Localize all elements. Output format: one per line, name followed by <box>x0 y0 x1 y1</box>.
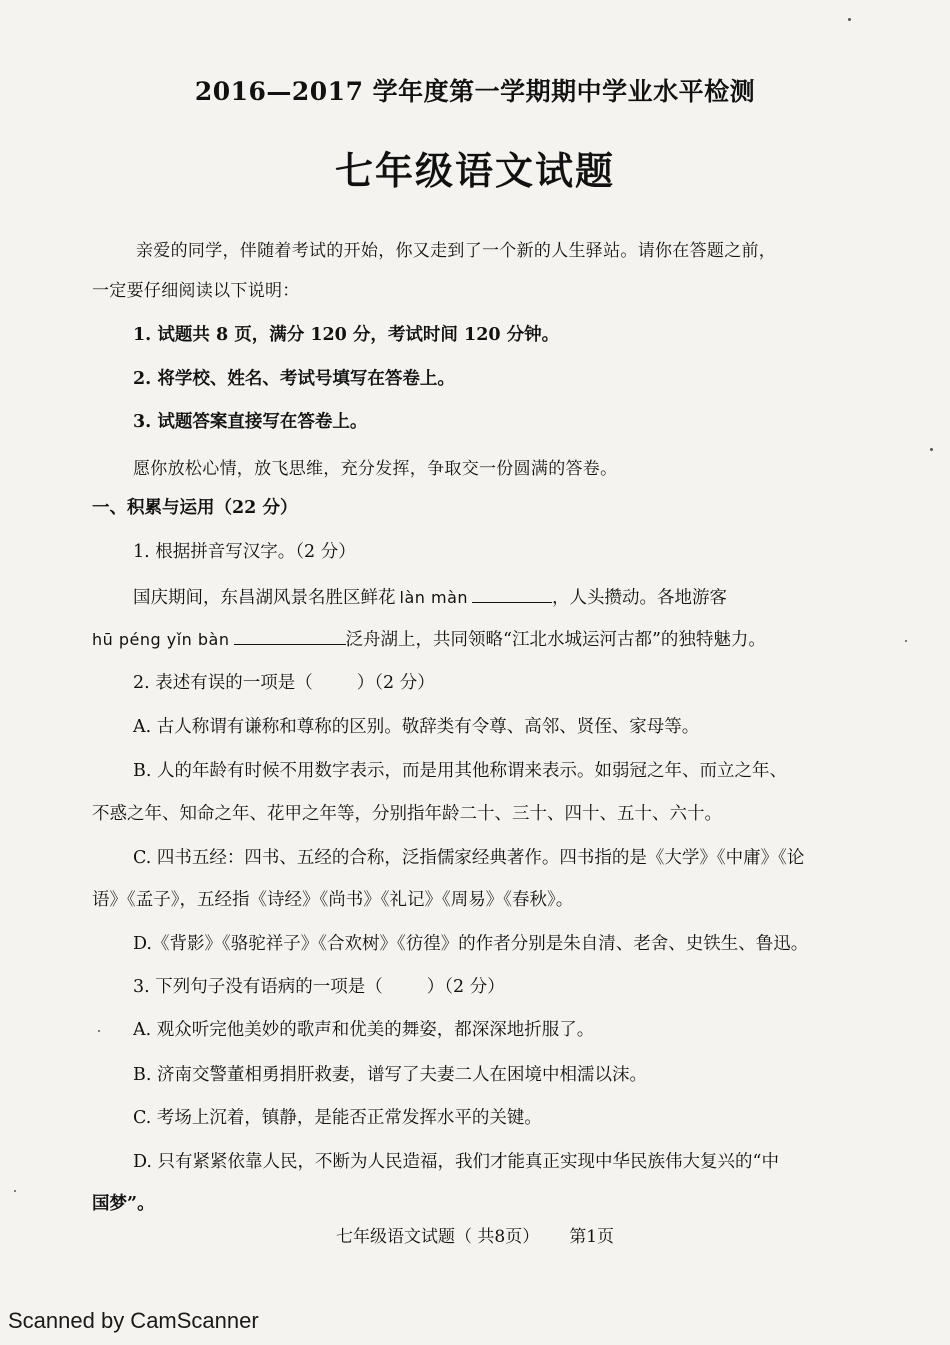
scan-speck <box>14 1190 16 1192</box>
question-1-line-2 <box>92 626 766 651</box>
intro-line-1: 亲爱的同学，伴随着考试的开始，你又走到了一个新的人生驿站。请你在答题之前， <box>136 241 777 261</box>
rule-item: 1. 试题共 8 页，满分 120 分，考试时间 120 分钟。 <box>133 325 560 345</box>
section-title: 一、积累与运用（22 分） <box>92 498 298 518</box>
question-1-stem: 1. 根据拼音写汉字。（2 分） <box>133 542 356 562</box>
rule-item: 2. 将学校、姓名、考试号填写在答卷上。 <box>133 369 455 389</box>
option-b-cont: 不惑之年、知命之年、花甲之年等，分别指年龄二十、三十、四十、五十、六十。 <box>92 804 722 824</box>
option-d-cont: 国梦”。 <box>92 1194 155 1214</box>
scan-speck <box>848 18 851 21</box>
scan-speck <box>905 640 907 642</box>
question-1-line-1 <box>133 584 727 609</box>
exam-title: 2016—2017 学年度第一学期期中学业水平检测 <box>194 77 756 106</box>
option-d: D. 只有紧紧依靠人民，不断为人民造福，我们才能真正实现中华民族伟大复兴的“中 <box>133 1152 779 1172</box>
pinyin-prompt: làn màn <box>399 588 469 607</box>
answer-blank <box>472 588 552 603</box>
page-footer <box>0 1222 950 1247</box>
option-b: B. 人的年龄有时候不用数字表示，而是用其他称谓来表示。如弱冠之年、而立之年、 <box>133 761 787 781</box>
option-a: A. 古人称谓有谦称和尊称的区别。敬辞类有令尊、高邻、贤侄、家母等。 <box>133 717 700 737</box>
option-c-cont: 语》《孟子》，五经指《诗经》《尚书》《礼记》《周易》《春秋》。 <box>92 890 574 910</box>
answer-blank <box>234 630 346 645</box>
option-c: C. 考场上沉着，镇静，是能否正常发挥水平的关键。 <box>133 1108 542 1128</box>
intro-line-2: 一定要仔细阅读以下说明： <box>92 281 300 301</box>
option-a: A. 观众听完他美妙的歌声和优美的舞姿，都深深地折服了。 <box>133 1020 595 1040</box>
page-number: 第1页 <box>569 1227 615 1247</box>
question-1-text: 国庆期间，东昌湖风景名胜区鲜花 <box>133 588 396 608</box>
footer-label: 七年级语文试题（ 共8页） <box>335 1227 540 1247</box>
question-3-stem-text: 3. 下列句子没有语病的一项是（ <box>133 977 383 997</box>
option-b: B. 济南交警董相勇捐肝救妻，谱写了夫妻二人在困境中相濡以沫。 <box>133 1065 647 1085</box>
question-1-text: ，人头攒动。各地游客 <box>552 588 728 608</box>
scanner-watermark: Scanned by CamScanner <box>8 1308 259 1333</box>
scan-speck <box>930 448 933 451</box>
question-2-stem-text: 2. 表述有误的一项是（ <box>133 673 313 693</box>
option-c: C. 四书五经：四书、五经的合称，泛指儒家经典著作。四书指的是《大学》《中庸》《论 <box>133 848 805 868</box>
option-d: D.《背影》《骆驼祥子》《合欢树》《彷徨》的作者分别是朱自清、老舍、史铁生、鲁迅。 <box>133 934 809 954</box>
subject-title: 七年级语文试题 <box>334 148 615 193</box>
question-3-stem <box>133 973 505 998</box>
question-3-score: ）（2 分） <box>426 977 505 997</box>
rule-item: 3. 试题答案直接写在答卷上。 <box>133 412 368 432</box>
scan-speck <box>98 1030 100 1032</box>
question-2-score: ）（2 分） <box>356 673 435 693</box>
question-1-text: 泛舟湖上，共同领略“江北水城运河古都”的独特魅力。 <box>345 630 766 650</box>
pinyin-prompt: hū péng yǐn bàn <box>92 630 230 649</box>
wish-line: 愿你放松心情，放飞思维，充分发挥，争取交一份圆满的答卷。 <box>133 459 618 479</box>
question-2-stem <box>133 669 435 694</box>
